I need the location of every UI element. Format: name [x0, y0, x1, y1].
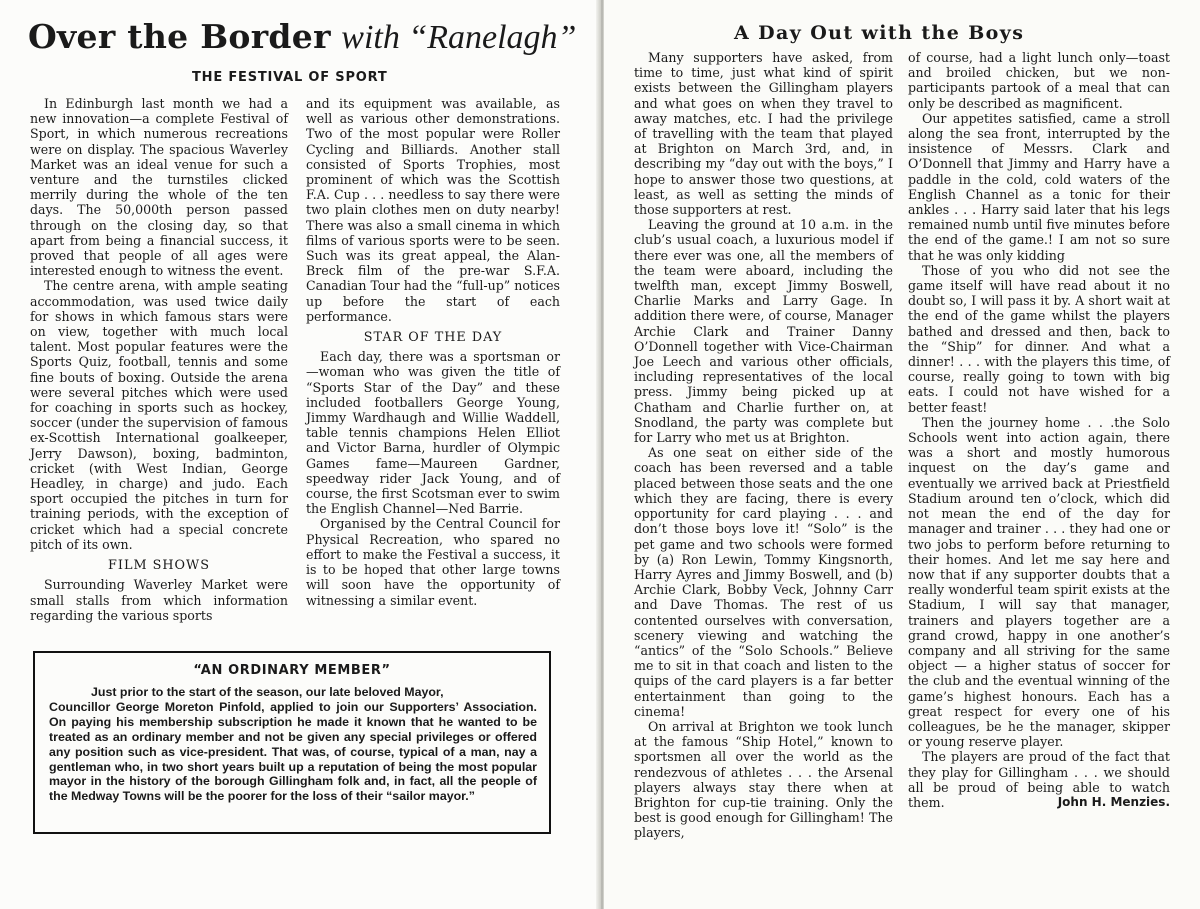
right-column-1	[634, 50, 893, 841]
paragraph: Leaving the ground at 10 a.m. in the club’s usual coach, a luxurious model if there ever was one, all the members of the team were aboard, including the twelfth man, except Jimmy Boswell, Charlie Marks and Larry Gage. In addition there were, of course, Manager Archie Clark and Trainer Danny O’Donnell together with Vice-Chairman Joe Leech and various other officials, including representatives of the local press. Jimmy being picked up at Chatham and Charlie further on, at Snodland, the party was complete but for Larry who met us at Brighton.	[634, 217, 893, 446]
box-heading: “AN ORDINARY MEMBER”	[193, 663, 391, 678]
paragraph: As one seat on either side of the coach has been reversed and a table placed between those seats and the one which they are facing, there is every opportunity for card playing . . . and don’t those boys love it! “Solo” is the pet game and two schools were formed by (a) Ron Lewin, Tommy Kingsnorth, Harry Ayres and Jimmy Boswell, and (b) Archie Clark, Bobby Veck, Johnny Carr and Dave Thomas. The rest of us contented ourselves with conversation, scenery viewing and watching the “antics” of the “Solo Schools.” Believe me to sit in that coach and listen to the quips of the card players is a far better entertainment than going to the cinema!	[634, 445, 893, 719]
title-main: Over the Border	[28, 17, 331, 56]
paragraph: Our appetites satisfied, came a stroll along the sea front, interrupted by the insistence of Messrs. Clark and O’Donnell that Jimmy and Harry have a paddle in the cold, cold waters of the English Channel as a tonic for their ankles . . . Harry said later that his legs remained numb until five minutes before the end of the game.! I am not so sure that he was only kidding	[908, 110, 1170, 263]
paragraph: Surrounding Waverley Market were small stalls from which information regarding the various sports	[30, 577, 288, 623]
left-column-2	[306, 96, 560, 608]
paragraph: Those of you who did not see the game itself will have read about it no doubt so, I will pass it by. A short wait at the end of the game whilst the players bathed and dressed and then, back to the “Ship” for dinner. And what a dinner! . . . with the players this time, of course, really going to town with big eats. I could not have wished for a better feast!	[908, 262, 1170, 415]
paragraph: Organised by the Central Council for Physical Recreation, who spared no effort to make the Festival a success, it is to be hoped that other large towns will soon have the opportunity of witnessing a similar event.	[306, 516, 560, 608]
subheading-film-shows: FILM SHOWS	[108, 558, 210, 574]
right-page	[604, 0, 1200, 909]
paragraph: and its equipment was available, as well as various other demonstrations. Two of the most popular were Roller Cycling and Billiards. Another stall consisted of Sports Trophies, most prominent of which was the Scottish F.A. Cup . . . needless to say there were two plain clothes men on duty nearby! There was also a small cinema in which films of various sports were to be seen. Such was its great appeal, the Alan-Breck film of the pre-war S.F.A. Canadian Tour had the “full-up” notices up before the start of each performance.	[306, 96, 560, 324]
title-byline: with “Ranelagh”	[341, 19, 577, 56]
box-text: Councillor George Moreton Pinfold, applied to join our Supporters’ Association. On paying his membership subscription he made it known that he wanted to be treated as an ordinary member and not be given any special privileges or offered any position such as vice-president. That was, of course, typical of a man, nay a gentleman who, in two short years built up a reputation of being the most popular mayor in the history of the borough Gillingham folk and, in fact, all the people of the Medway Towns will be the poorer for the loss of their “sailor mayor.”	[49, 699, 537, 804]
page-title	[28, 18, 588, 57]
box-body	[49, 685, 537, 804]
box-lead-line: Just prior to the start of the season, our late beloved Mayor,	[91, 685, 444, 699]
right-column-2	[908, 50, 1170, 810]
paragraph: On arrival at Brighton we took lunch at the famous “Ship Hotel,” known to sportsmen all over the world as the rendezvous of athletes . . . the Arsenal players always stay there when at Brighton for cup-tie training. Only the best is good enough for Gillingham! The players,	[634, 718, 893, 841]
paragraph: The centre arena, with ample seating accommodation, was used twice daily for shows in which famous stars were on view, together with much local talent. Most popular features were the Sports Quiz, football, tennis and some fine bouts of boxing. Outside the arena were several pitches which were used for coaching in sports such as hockey, soccer (under the supervision of famous ex-Scottish International goalkeeper, Jerry Dawson), boxing, badminton, cricket (with West Indian, George Headley, in charge) and judo. Each sport occupied the pitches in turn for training periods, with the exception of cricket which had a special concrete pitch of its own.	[30, 278, 288, 552]
paragraph: Each day, there was a sportsman or—woman who was given the title of “Sports Star of the Day” and these included footballers George Young, Jimmy Wardhaugh and Willie Waddell, table tennis champions Helen Elliot and Victor Barna, hurdler of Olympic Games fame—Maureen Gardner, speedway rider Jack Young, and of course, the first Scotsman ever to swim the English Channel—Ned Barrie.	[306, 349, 560, 517]
section-heading: THE FESTIVAL OF SPORT	[192, 70, 388, 85]
paragraph: The players are proud of the fact that they play for Gillingham . . . we should all be proud of being able to watch them.	[908, 749, 1170, 810]
paragraph: of course, had a light lunch only—toast and broiled chicken, but we non-participants partook of a meal that can only be described as magnificent.	[908, 50, 1170, 111]
ordinary-member-box	[33, 651, 551, 834]
left-column-1	[30, 96, 288, 623]
article-title: A Day Out with the Boys	[734, 22, 1025, 44]
paragraph: Then the journey home . . .the Solo Schools went into action again, there was a short and mostly humorous inquest on the day’s game and eventually we arrived back at Priestfield Stadium around ten o’clock, which did not mean the end of the day for manager and trainer . . . they had one or two jobs to perform before returning to their homes. And let me say here and now that if any supporter doubts that a really wonderful team spirit exists at the Stadium, I will say that manager, trainers and players together are a grand crowd, happy in one another’s company and all striving for the same object — a higher status of soccer for the club and the eventual winning of the game’s highest honours. Each has a great respect for every one of his colleagues, be he the manager, skipper or young reserve player.	[908, 414, 1170, 750]
paragraph: In Edinburgh last month we had a new innovation—a complete Festival of Sport, in which numerous recreations were on display. The spacious Waverley Market was an ideal venue for such a venture and the turnstiles clicked merrily during the whole of the ten days. The 50,000th person passed through on the closing day, so that apart from being a financial success, it proved that people of all ages were interested enough to witness the event.	[30, 96, 288, 279]
author-signature: John H. Menzies.	[1057, 795, 1170, 810]
paragraph: Many supporters have asked, from time to time, just what kind of spirit exists between the Gillingham players and what goes on when they travel to away matches, etc. I had the privilege of travelling with the team that played at Brighton on March 3rd, and, in describing my “day out with the boys,” I hope to answer those two questions, at least, as well as setting the minds of those supporters at rest.	[634, 50, 893, 218]
subheading-star-of-the-day: STAR OF THE DAY	[363, 330, 503, 346]
